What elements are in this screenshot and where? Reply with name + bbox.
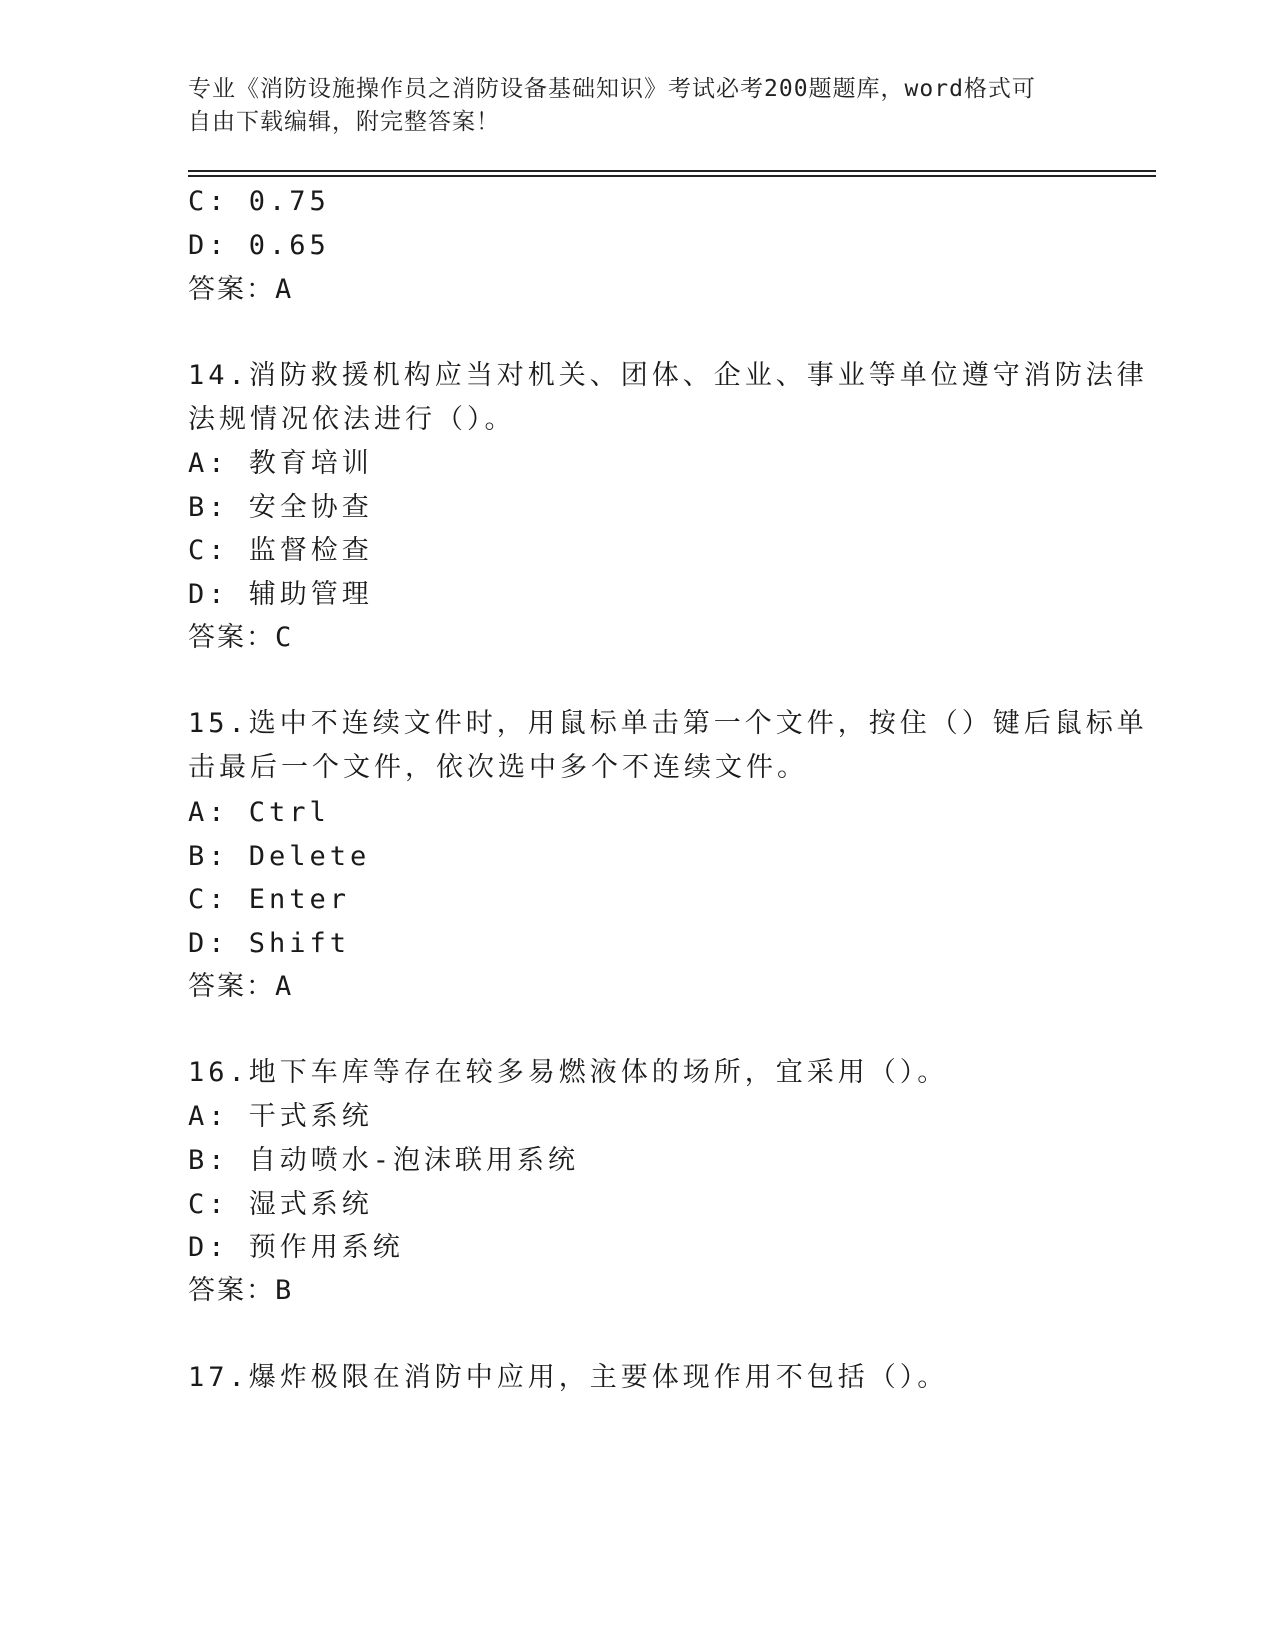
question-16-option-b: B: 自动喷水-泡沫联用系统 [188, 1145, 580, 1176]
header-line-1: 专业《消防设施操作员之消防设备基础知识》考试必考200题题库，word格式可 [188, 76, 1036, 102]
question-15-option-a: A: Ctrl [188, 797, 330, 828]
question-15-option-b: B: Delete [188, 841, 371, 872]
question-14-option-a: A: 教育培训 [188, 448, 373, 479]
header-rule-bottom [188, 175, 1156, 177]
header-rule-top [188, 170, 1156, 172]
question-16-text: 16.地下车库等存在较多易燃液体的场所，宜采用（）。 [188, 1057, 949, 1088]
question-14-answer: 答案：C [188, 622, 294, 653]
option-d: D: 0.65 [188, 230, 330, 261]
question-15-answer: 答案：A [188, 971, 294, 1002]
question-15-option-d: D: Shift [188, 928, 351, 959]
question-14-option-c: C: 监督检查 [188, 535, 373, 566]
question-14-text-cont: 法规情况依法进行（）。 [188, 404, 516, 435]
question-16-option-d: D: 预作用系统 [188, 1232, 404, 1263]
question-14-option-b: B: 安全协查 [188, 492, 373, 523]
option-c: C: 0.75 [188, 186, 330, 217]
header-line-2: 自由下载编辑，附完整答案！ [188, 109, 500, 135]
question-16-option-c: C: 湿式系统 [188, 1189, 373, 1220]
question-15-text: 15.选中不连续文件时，用鼠标单击第一个文件，按住（）键后鼠标单 [188, 708, 1148, 739]
question-14-text: 14.消防救援机构应当对机关、团体、企业、事业等单位遵守消防法律 [188, 360, 1148, 391]
question-15-option-c: C: Enter [188, 884, 351, 915]
document-header [188, 73, 1068, 139]
question-15-text-cont: 击最后一个文件，依次选中多个不连续文件。 [188, 752, 808, 783]
question-14-option-d: D: 辅助管理 [188, 579, 373, 610]
question-17-text: 17.爆炸极限在消防中应用，主要体现作用不包括（）。 [188, 1362, 949, 1393]
question-16-option-a: A: 干式系统 [188, 1101, 373, 1132]
question-16-answer: 答案：B [188, 1275, 294, 1306]
answer-line: 答案：A [188, 274, 294, 305]
